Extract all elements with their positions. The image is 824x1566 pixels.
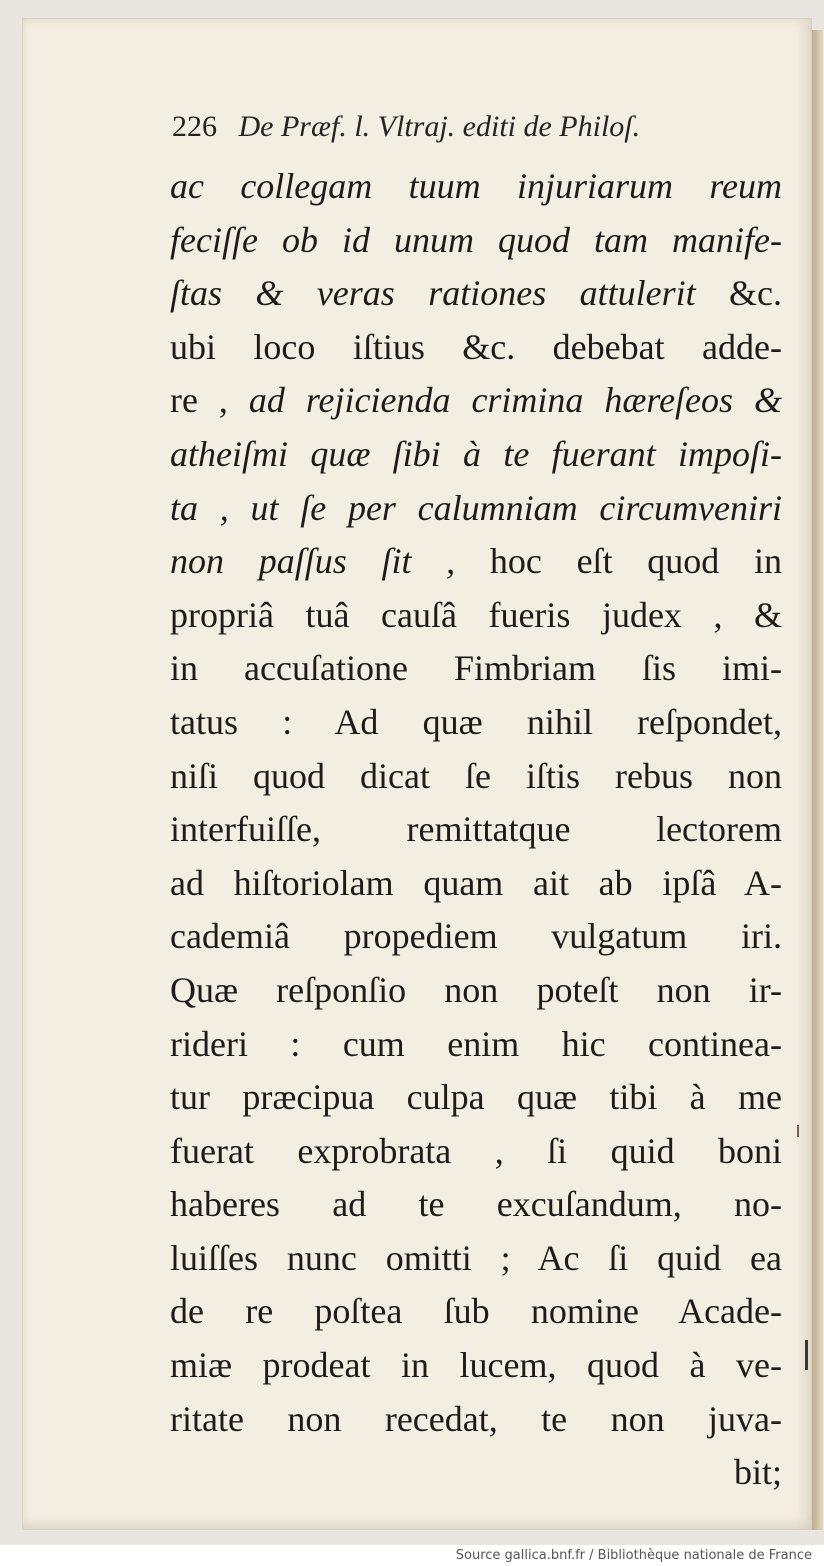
- text-line: [170, 535, 782, 589]
- text-line: feciſſe ob id unum quod tam manife-: [170, 219, 782, 260]
- text-segment-italic: ad rejicienda crimina hæreſeos &: [248, 380, 783, 421]
- running-header: [172, 110, 772, 150]
- text-line: ubi loco iſtius &c. debebat adde-: [170, 326, 782, 367]
- text-line: atheiſmi quæ ſibi à te fuerant impoſi-: [170, 433, 782, 474]
- running-title: De Præf. l. Vltraj. editi de Philoſ.: [238, 110, 641, 143]
- text-line: ta , ut ſe per calumniam circumveniri: [170, 487, 782, 528]
- text-segment-italic: ſtas & veras rationes attulerit: [170, 273, 696, 314]
- text-segment: hoc eſt quod in: [489, 541, 782, 582]
- text-line: propriâ tuâ cauſâ fueris judex , &: [170, 594, 782, 635]
- text-line: ad hiſtoriolam quam ait ab ipſâ A-: [170, 862, 782, 903]
- text-line: miæ prodeat in lucem, quod à ve-: [170, 1345, 782, 1386]
- text-line: in accuſatione Fimbriam ſis imi-: [170, 648, 782, 689]
- text-line: niſi quod dicat ſe iſtis rebus non: [170, 755, 782, 796]
- text-line: tur præcipua culpa quæ tibi à me: [170, 1077, 782, 1118]
- text-line: [170, 374, 782, 428]
- margin-mark: [797, 1125, 799, 1137]
- text-line: tatus : Ad quæ nihil reſpondet,: [170, 701, 782, 742]
- text-line: fuerat exprobrata , ſi quid boni: [170, 1130, 782, 1171]
- text-line: interfuiſſe, remittatque lectorem: [170, 809, 782, 850]
- catchword-line: bit;: [733, 1452, 782, 1493]
- text-line: cademiâ propediem vulgatum iri.: [170, 916, 782, 957]
- text-segment-italic: non paſſus ſit ,: [170, 541, 456, 582]
- text-line: [170, 267, 782, 321]
- text-line: Quæ reſponſio non poteſt non ir-: [170, 969, 782, 1010]
- text-line: rideri : cum enim hic continea-: [170, 1023, 782, 1064]
- text-line: ac collegam tuum injuriarum reum: [170, 166, 782, 206]
- text-segment: &c.: [729, 273, 782, 314]
- page-number: 226: [172, 110, 217, 143]
- text-segment: re ,: [170, 380, 228, 421]
- text-line: haberes ad te excuſandum, no-: [170, 1184, 782, 1225]
- text-line: luiſſes nunc omitti ; Ac ſi quid ea: [170, 1237, 782, 1278]
- source-credit: Source gallica.bnf.fr / Bibliothèque nationale de France: [455, 1548, 812, 1563]
- body-text: [170, 160, 782, 1500]
- text-line: ritate non recedat, te non juva-: [170, 1398, 782, 1439]
- text-line: de re poſtea ſub nomine Acade-: [170, 1291, 782, 1332]
- margin-mark: [805, 1340, 808, 1370]
